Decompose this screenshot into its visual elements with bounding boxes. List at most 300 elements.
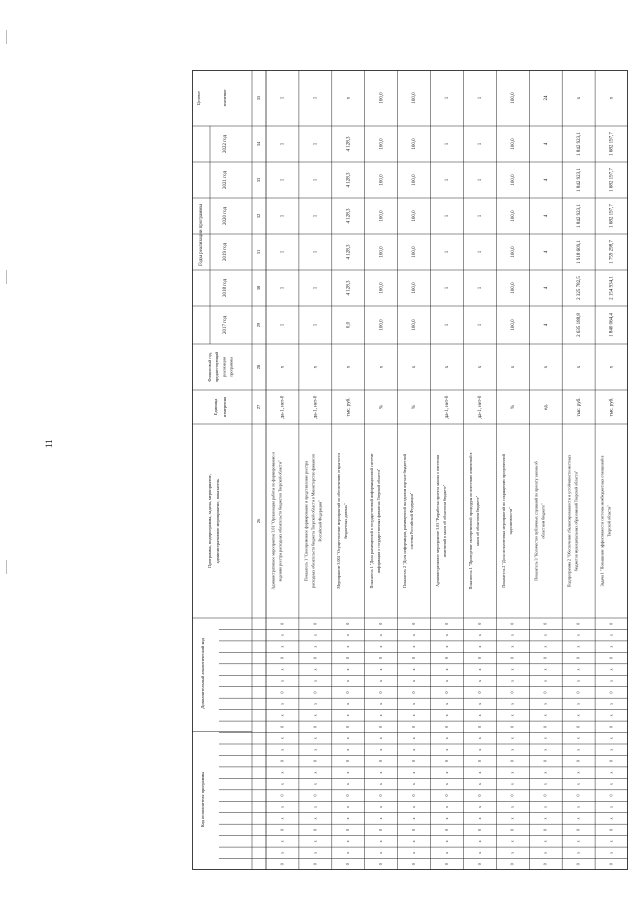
cell-code: х [378, 680, 384, 682]
cell-y2021: 1 [280, 178, 286, 182]
cell-code: х [509, 840, 515, 843]
cell-code: х [509, 783, 515, 786]
cell-code: х [345, 634, 351, 637]
cell-code: х [378, 771, 384, 774]
header-name: административное мероприятие, показатель [215, 478, 221, 564]
cell-code: 0 [476, 794, 482, 797]
cell-code: 0 [443, 863, 449, 866]
header-year: 2017 год [223, 315, 229, 335]
header-admin-code: Дополнительный аналитический код [199, 638, 205, 709]
cell-code: х [542, 851, 548, 854]
column-number: 30 [256, 285, 262, 291]
cell-code: х [476, 737, 482, 740]
cell-code: х [312, 714, 318, 717]
cell-code: 0 [378, 863, 384, 866]
cell-text: системы Российской Федерации" [409, 492, 415, 550]
cell-y2020: 1 [478, 214, 484, 218]
cell-code: х [476, 771, 482, 774]
cell-code: х [312, 851, 318, 854]
cell-code: х [411, 817, 417, 820]
cell-code: х [575, 737, 581, 740]
cell-y2022: 4 128,3 [346, 136, 352, 152]
column-number: 33 [256, 177, 262, 183]
cell-code: 0 [509, 760, 515, 763]
cell-code: х [378, 634, 384, 637]
cell-y2019: 1 [478, 250, 484, 254]
cell-code: 0 [509, 863, 515, 866]
cell-code: х [542, 702, 548, 705]
cell-code: х [509, 817, 515, 820]
column-number: 26 [256, 518, 262, 524]
cell-code: 0 [542, 863, 548, 866]
cell-code: 0 [509, 622, 515, 625]
cell-code: 0 [279, 657, 285, 660]
cell-code: х [608, 668, 614, 671]
cell-text: Задача 1 "Повышение эффективности системы межбюджетных отношений в [599, 455, 605, 587]
cell-y2019: 4 [543, 250, 549, 254]
cell-code: х [312, 840, 318, 843]
cell-code: х [542, 645, 548, 648]
cell-code: х [542, 668, 548, 671]
cell-y2020: 1 [445, 214, 451, 218]
cell-code: х [542, 840, 548, 843]
cell-text: Показатель 1 "Проведение своевременной процедуры по внесению изменений в [467, 452, 473, 590]
cell-y2022: 1 [313, 142, 319, 146]
cell-code: х [509, 645, 515, 648]
cell-code: х [476, 634, 482, 637]
cell-code: х [345, 748, 351, 751]
cell-code: х [378, 748, 384, 751]
scan-margin-mark [6, 560, 7, 574]
cell-total: 1 [313, 96, 319, 100]
cell-code: х [443, 714, 449, 717]
cell-code: х [378, 851, 384, 854]
cell-code: х [542, 771, 548, 774]
cell-y2018: 4 [543, 286, 549, 290]
cell-y2017: 1 [445, 323, 451, 327]
cell-y2021: 1 682 197,7 [609, 168, 615, 192]
cell-y2020: 4 128,3 [346, 208, 352, 224]
cell-code: 0 [411, 760, 417, 763]
cell-unit: тыс. руб. [609, 397, 615, 417]
cell-code: х [509, 806, 515, 808]
cell-code: х [312, 737, 318, 740]
cell-code: х [345, 817, 351, 820]
cell-total: 1 [445, 96, 451, 100]
cell-y2017: 100,0 [510, 319, 516, 331]
header-program-code: Код исполнителя программы [199, 771, 205, 828]
cell-code: х [411, 806, 417, 808]
cell-y2018: 1 [280, 286, 286, 290]
cell-y2019: 1 759 298,7 [609, 240, 615, 264]
column-number: 28 [256, 364, 262, 370]
cell-code: х [345, 680, 351, 682]
cell-code: х [608, 702, 614, 705]
cell-code: х [411, 783, 417, 786]
cell-code: 0 [476, 622, 482, 625]
header-base: предшествующий [214, 351, 220, 383]
cell-y2021: 4 [543, 178, 549, 182]
cell-unit: ед. [543, 404, 549, 410]
cell-unit: % [412, 404, 418, 410]
cell-code: 0 [312, 863, 318, 866]
cell-unit: % [510, 404, 516, 410]
cell-code: х [509, 851, 515, 854]
header-years-group: Годы реализации программы [199, 204, 205, 266]
cell-code: 0 [279, 863, 285, 866]
cell-y2018: 100,0 [412, 282, 418, 294]
cell-code: 0 [575, 657, 581, 660]
cell-code: х [443, 783, 449, 786]
cell-code: х [411, 714, 417, 717]
cell-code: 0 [575, 863, 581, 866]
cell-code: х [443, 806, 449, 808]
cell-text: областном бюджете" [540, 503, 546, 539]
cell-code: 0 [443, 691, 449, 694]
cell-code: х [509, 680, 515, 682]
cell-total: х [576, 96, 582, 100]
cell-code: 0 [608, 794, 614, 797]
cell-code: 0 [443, 622, 449, 625]
cell-y2020: 1 682 197,7 [609, 204, 615, 228]
cell-text: Мероприятие 3.002 "Осуществление мероприятий по обеспечению открытости [336, 453, 342, 589]
cell-code: 0 [476, 657, 482, 660]
cell-code: х [575, 714, 581, 717]
cell-code: х [279, 702, 285, 705]
cell-code: х [509, 714, 515, 717]
cell-code: х [575, 771, 581, 774]
cell-code: 0 [411, 863, 417, 866]
cell-code: х [279, 748, 285, 751]
cell-code: х [608, 840, 614, 843]
cell-code: 0 [608, 657, 614, 660]
cell-base: х [313, 365, 319, 369]
cell-code: х [443, 680, 449, 682]
cell-code: х [476, 680, 482, 682]
cell-code: 0 [476, 760, 482, 763]
cell-code: 0 [345, 622, 351, 625]
cell-code: 0 [575, 760, 581, 763]
header-year: 2019 год [223, 242, 229, 262]
cell-code: х [608, 806, 614, 808]
cell-code: х [279, 806, 285, 808]
cell-text: Показатель 2 "Доля исполненных мероприятий по сокращению просроченной [500, 454, 506, 588]
cell-y2019: 1 [280, 250, 286, 254]
cell-y2017: 1 840 064,4 [609, 313, 615, 337]
header-year: 2018 год [223, 278, 229, 298]
cell-code: х [443, 851, 449, 854]
cell-code: х [608, 817, 614, 820]
cell-code: 0 [542, 657, 548, 660]
cell-unit: % [379, 404, 385, 410]
cell-code: х [411, 634, 417, 637]
cell-y2018: 1 [445, 286, 451, 290]
cell-code: 0 [443, 828, 449, 831]
cell-text: Показатель 2 "Доля информации, размещенной на едином портале бюджетной [402, 454, 408, 588]
cell-base: х [576, 365, 582, 369]
cell-code: х [443, 645, 449, 648]
cell-code: 0 [411, 828, 417, 831]
cell-y2020: 4 [543, 214, 549, 218]
column-number: 27 [256, 404, 262, 410]
cell-y2019: 100,0 [379, 246, 385, 258]
cell-y2022: 100,0 [510, 138, 516, 150]
cell-base: х [379, 365, 385, 369]
cell-code: 0 [378, 622, 384, 625]
cell-y2020: 1 842 923,1 [576, 204, 582, 228]
cell-code: х [378, 714, 384, 717]
cell-code: х [575, 680, 581, 682]
cell-y2018: 1 [313, 286, 319, 290]
cell-code: х [575, 806, 581, 808]
cell-code: 0 [476, 863, 482, 866]
cell-code: 0 [378, 828, 384, 831]
cell-code: х [312, 645, 318, 648]
cell-code: х [345, 806, 351, 808]
cell-code: х [575, 783, 581, 786]
cell-code: 0 [345, 725, 351, 728]
cell-total: х [609, 96, 615, 100]
cell-code: х [608, 783, 614, 786]
cell-y2018: 2 154 934,1 [609, 276, 615, 300]
cell-y2020: 1 [313, 214, 319, 218]
cell-code: 0 [542, 828, 548, 831]
cell-code: 0 [345, 691, 351, 694]
cell-text: бюджетов муниципальных образований Тверской области" [573, 470, 579, 572]
cell-text: Административное мероприятие 3.01 "Организация работы по формированию и [270, 452, 276, 590]
cell-code: х [542, 748, 548, 751]
cell-y2022: 4 [543, 142, 549, 146]
cell-code: х [608, 851, 614, 854]
cell-code: х [312, 668, 318, 671]
column-number: 29 [256, 322, 262, 328]
cell-code: х [312, 680, 318, 682]
cell-code: х [575, 702, 581, 705]
cell-code: 0 [279, 794, 285, 797]
cell-code: 0 [542, 622, 548, 625]
cell-y2021: 100,0 [510, 174, 516, 186]
cell-code: х [608, 737, 614, 740]
cell-code: х [509, 748, 515, 751]
cell-code: 0 [279, 828, 285, 831]
cell-code: 0 [443, 794, 449, 797]
cell-y2019: 100,0 [412, 246, 418, 258]
cell-code: х [542, 783, 548, 786]
cell-code: х [575, 634, 581, 637]
cell-code: х [509, 702, 515, 705]
cell-code: 0 [411, 725, 417, 728]
cell-code: 0 [443, 725, 449, 728]
cell-y2019: 1 [313, 250, 319, 254]
cell-y2020: 100,0 [379, 210, 385, 222]
cell-code: 0 [509, 794, 515, 797]
cell-code: х [312, 771, 318, 774]
cell-code: х [345, 668, 351, 671]
cell-code: 0 [378, 657, 384, 660]
cell-code: х [345, 840, 351, 843]
cell-code: х [575, 748, 581, 751]
cell-code: х [378, 702, 384, 705]
column-number: 35 [256, 95, 262, 101]
cell-code: х [542, 634, 548, 637]
cell-code: х [476, 806, 482, 808]
cell-code: х [476, 645, 482, 648]
cell-code: х [476, 783, 482, 786]
cell-code: х [509, 634, 515, 637]
cell-code: х [509, 771, 515, 774]
cell-code: 0 [575, 725, 581, 728]
cell-code: х [378, 840, 384, 843]
cell-total: 100,0 [510, 92, 516, 104]
cell-code: 0 [608, 622, 614, 625]
cell-code: 0 [378, 691, 384, 694]
cell-code: х [279, 817, 285, 820]
column-number: 32 [256, 213, 262, 219]
cell-y2017: 100,0 [379, 319, 385, 331]
cell-y2022: 1 842 923,1 [576, 132, 582, 156]
cell-y2020: 100,0 [412, 210, 418, 222]
cell-code: х [279, 840, 285, 843]
cell-base: х [346, 365, 352, 369]
cell-code: х [279, 783, 285, 786]
cell-base: х [445, 365, 451, 369]
scan-margin-mark [6, 30, 7, 44]
cell-code: х [279, 714, 285, 717]
cell-code: 0 [509, 828, 515, 831]
cell-code: х [476, 817, 482, 820]
cell-code: 0 [378, 760, 384, 763]
cell-code: 0 [509, 725, 515, 728]
cell-y2021: 1 [478, 178, 484, 182]
cell-code: 0 [345, 828, 351, 831]
cell-code: 0 [312, 657, 318, 660]
cell-code: х [608, 771, 614, 774]
cell-code: 0 [608, 691, 614, 694]
cell-code: 0 [476, 725, 482, 728]
header-result: значение [222, 89, 228, 107]
cell-code: х [608, 645, 614, 648]
cell-code: х [312, 748, 318, 751]
cell-y2021: 1 842 923,1 [576, 168, 582, 192]
cell-code: х [345, 714, 351, 717]
cell-code: 0 [345, 760, 351, 763]
cell-text: Показатель 1 "Своевременное формирование и представление реестра [303, 460, 309, 582]
cell-code: х [476, 748, 482, 751]
cell-base: х [543, 365, 549, 369]
cell-code: х [411, 702, 417, 705]
cell-code: х [443, 702, 449, 705]
cell-code: 0 [608, 863, 614, 866]
cell-y2022: 1 682 197,7 [609, 132, 615, 156]
cell-code: х [279, 737, 285, 740]
cell-code: 0 [476, 691, 482, 694]
cell-code: 0 [575, 794, 581, 797]
cell-text: Тверской области" [606, 505, 612, 537]
cell-code: 0 [509, 691, 515, 694]
cell-code: х [411, 771, 417, 774]
column-number: 34 [256, 141, 262, 147]
cell-code: 0 [542, 794, 548, 797]
cell-y2021: 100,0 [379, 174, 385, 186]
cell-total: х [346, 96, 352, 100]
header-name: Программа, подпрограмма, задача, мероприятие, [207, 474, 213, 568]
header-unit: Единица [213, 398, 219, 416]
cell-code: х [443, 634, 449, 637]
cell-text: Подпрограмма 2 "Обеспечение сбалансированности и устойчивости местных [566, 454, 572, 588]
cell-y2022: 100,0 [379, 138, 385, 150]
cell-code: х [608, 748, 614, 751]
cell-y2022: 100,0 [412, 138, 418, 150]
cell-code: х [378, 737, 384, 740]
cell-y2022: 1 [280, 142, 286, 146]
cell-total: 100,0 [379, 92, 385, 104]
cell-code: х [476, 840, 482, 843]
cell-code: х [345, 645, 351, 648]
cell-code: х [542, 817, 548, 820]
cell-base: х [280, 365, 286, 369]
cell-text: закон об областном бюджете" [474, 495, 480, 547]
cell-y2017: 4 [543, 323, 549, 327]
cell-code: 0 [279, 622, 285, 625]
cell-code: х [443, 748, 449, 751]
cell-total: 100,0 [412, 92, 418, 104]
cell-text: Российской Федерации" [317, 500, 323, 542]
cell-y2018: 2 325 782,5 [576, 276, 582, 300]
cell-unit: да-1, нет-0 [478, 395, 484, 419]
cell-code: х [411, 737, 417, 740]
cell-code: х [509, 737, 515, 740]
cell-code: х [345, 771, 351, 774]
cell-text: Административное мероприятие 3.03 "Разработка проекта закона о внесении [434, 455, 440, 587]
header-year: 2022 год [223, 134, 229, 154]
cell-code: х [312, 817, 318, 820]
cell-y2021: 1 [313, 178, 319, 182]
cell-code: х [411, 645, 417, 648]
page-number: 11 [44, 439, 54, 448]
cell-code: х [279, 634, 285, 637]
cell-y2021: 4 128,3 [346, 172, 352, 188]
cell-code: 0 [279, 725, 285, 728]
cell-code: х [378, 645, 384, 648]
cell-text: Показатель 1 "Доля размещенной в государственной информационной системе [369, 453, 375, 589]
cell-code: х [279, 771, 285, 774]
cell-code: х [476, 702, 482, 705]
cell-code: х [476, 851, 482, 854]
cell-text: изменений в закон об областном бюджете" [441, 484, 447, 558]
cell-code: х [575, 645, 581, 648]
cell-code: 0 [345, 794, 351, 797]
cell-code: х [575, 817, 581, 820]
cell-code: 0 [542, 725, 548, 728]
header-year: 2021 год [223, 170, 229, 190]
cell-y2019: 1 918 609,1 [576, 240, 582, 264]
header-base: Финансовый год, [206, 352, 212, 382]
cell-text: информации о государственных финансах Тверской области" [376, 468, 382, 574]
cell-y2017: 1 [478, 323, 484, 327]
cell-code: х [443, 817, 449, 820]
cell-y2019: 4 128,3 [346, 244, 352, 260]
cell-code: х [608, 714, 614, 717]
cell-code: 0 [575, 622, 581, 625]
cell-y2021: 100,0 [412, 174, 418, 186]
cell-code: х [312, 634, 318, 637]
cell-y2017: 1 [313, 323, 319, 327]
cell-y2022: 1 [445, 142, 451, 146]
header-year: 2020 год [223, 206, 229, 226]
cell-unit: тыс. руб. [346, 397, 352, 417]
cell-code: х [411, 851, 417, 854]
cell-code: х [509, 668, 515, 671]
